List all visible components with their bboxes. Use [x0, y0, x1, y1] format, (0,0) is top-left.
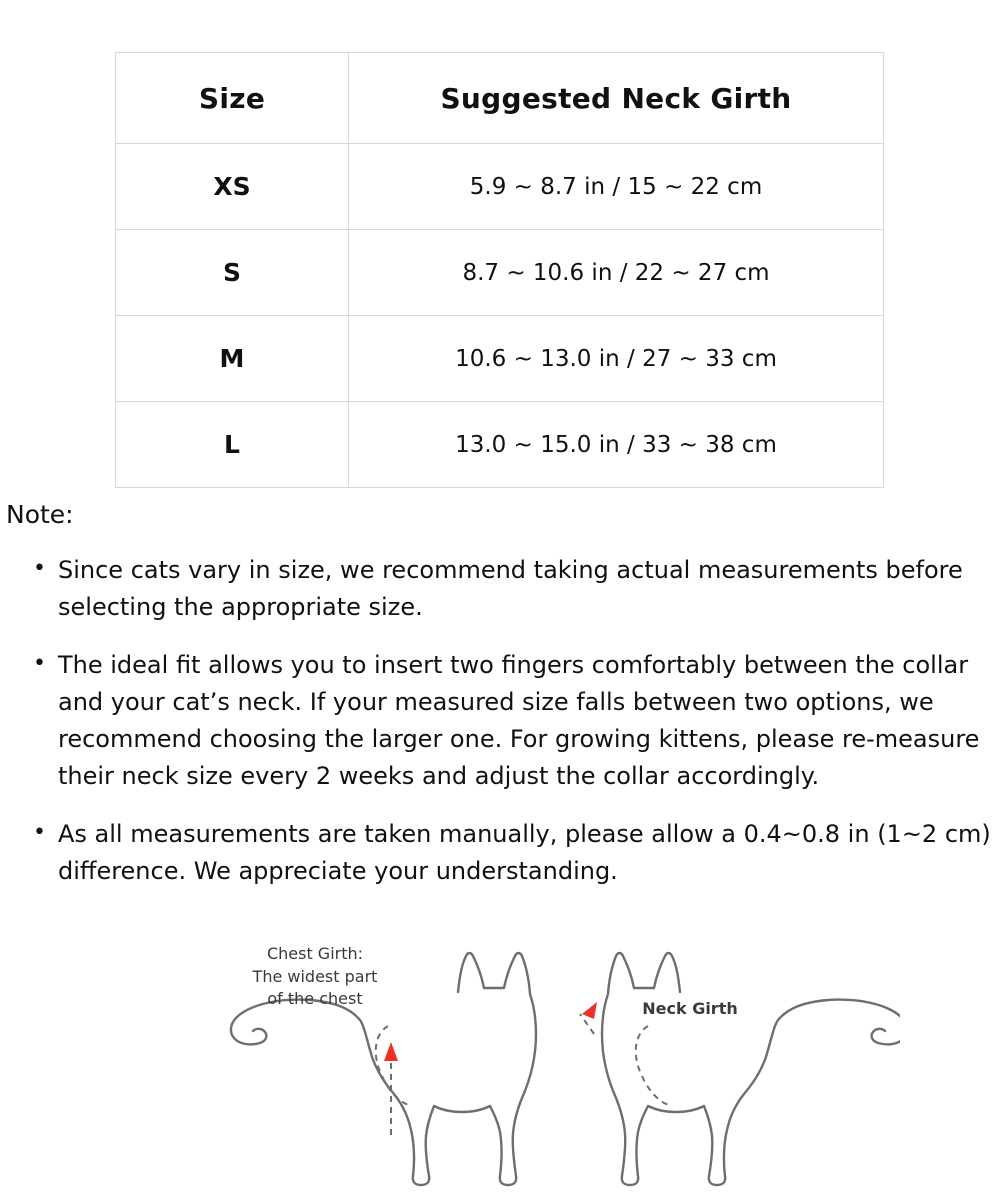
table-row — [116, 402, 884, 488]
chest-girth-arrow — [384, 1042, 398, 1135]
cell-size: XS — [116, 144, 349, 230]
list-item — [6, 552, 996, 625]
note-list — [6, 552, 996, 912]
bullet-icon: • — [33, 651, 46, 677]
bullet-icon: • — [33, 820, 46, 846]
chest-girth-label — [220, 943, 410, 1011]
table-header-row — [116, 53, 884, 144]
note-heading: Note: — [6, 500, 74, 529]
table-row — [116, 144, 884, 230]
cell-neck-girth: 5.9 ~ 8.7 in / 15 ~ 22 cm — [349, 144, 884, 230]
cat-measurement-diagram — [110, 930, 900, 1192]
cell-size: S — [116, 230, 349, 316]
column-header-size: Size — [116, 53, 349, 144]
chest-girth-label-title: Chest Girth: — [266, 944, 364, 963]
neck-girth-label: Neck Girth — [642, 999, 738, 1018]
cell-neck-girth: 13.0 ~ 15.0 in / 33 ~ 38 cm — [349, 402, 884, 488]
neck-girth-arrow — [580, 1002, 597, 1034]
neck-girth-dashed-loop — [636, 1026, 672, 1106]
cell-size: M — [116, 316, 349, 402]
list-item-text: As all measurements are taken manually, please allow a 0.4~0.8 in (1~2 cm) difference. We appreciate your understanding. — [58, 820, 991, 886]
chest-girth-label-line3: of the chest — [267, 989, 363, 1009]
list-item — [6, 816, 996, 889]
column-header-neck-girth: Suggested Neck Girth — [349, 53, 884, 144]
chest-girth-label-line2: The widest part — [252, 966, 378, 986]
table-row — [116, 230, 884, 316]
cell-neck-girth: 10.6 ~ 13.0 in / 27 ~ 33 cm — [349, 316, 884, 402]
cell-neck-girth: 8.7 ~ 10.6 in / 22 ~ 27 cm — [349, 230, 884, 316]
list-item — [6, 647, 996, 794]
list-item-text: Since cats vary in size, we recommend taking actual measurements before selecting the appropriate size. — [58, 556, 963, 621]
cat-right-outline — [602, 953, 900, 1185]
list-item-text: The ideal fit allows you to insert two fingers comfortably between the collar and your cat’s neck. If your measured size falls between two options, we recommend choosing the larger one. For growing kittens, please re-measure their neck size every 2 weeks and adjust the collar accordingly. — [58, 651, 980, 790]
bullet-icon: • — [33, 556, 46, 581]
table-row — [116, 316, 884, 402]
cell-size: L — [116, 402, 349, 488]
size-chart-table — [115, 52, 884, 488]
